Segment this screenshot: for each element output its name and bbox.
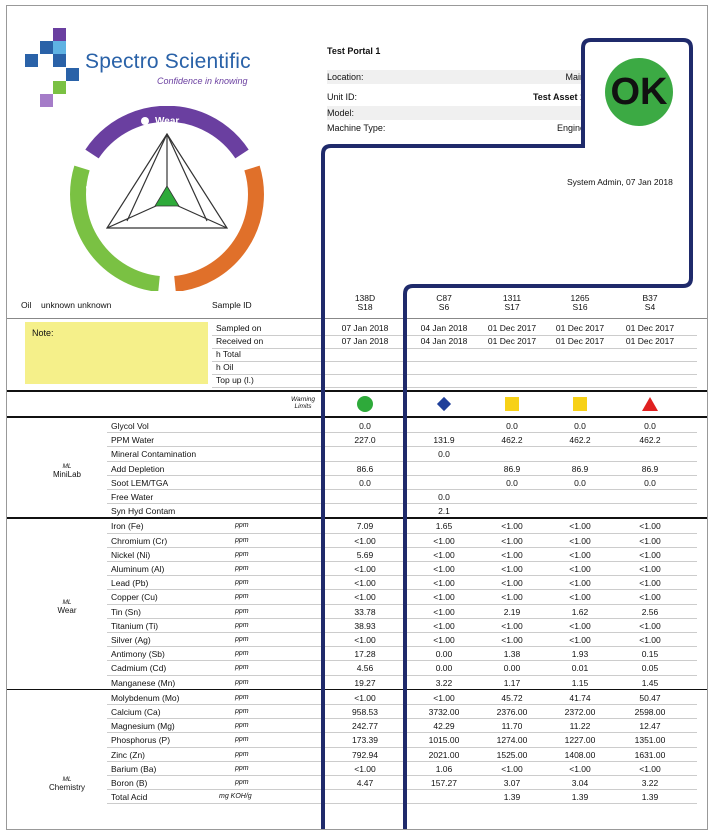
result-value: 0.01: [571, 663, 589, 674]
table-row: [7, 447, 707, 461]
result-value: 792.94: [352, 749, 378, 760]
result-value: 50.47: [639, 692, 661, 703]
analyte-label: Magnesium (Mg): [111, 721, 175, 732]
group-prefix: ML: [62, 776, 72, 784]
result-value: <1.00: [501, 592, 523, 603]
group-title: MiniLab: [52, 469, 81, 479]
result-value: <1.00: [501, 564, 523, 574]
result-value: 0.00: [435, 663, 453, 674]
analyte-label: Add Depletion: [111, 463, 165, 474]
table-row: [7, 548, 707, 562]
result-value: <1.00: [501, 578, 523, 589]
unit-label: mg KOH/g: [219, 793, 252, 801]
table-row: [7, 661, 707, 675]
analyte-label: Molybdenum (Mo): [111, 692, 180, 703]
result-value: <1.00: [639, 564, 661, 574]
result-value: 131.9: [433, 435, 455, 446]
table-row: [7, 605, 707, 619]
meta-label: Top up (l.): [216, 375, 254, 385]
meta-row: [7, 322, 707, 336]
result-value: 227.0: [354, 435, 376, 446]
table-row: [7, 433, 707, 447]
meta-value: 01 Dec 2017: [487, 336, 537, 346]
sample-column-header: [7, 293, 707, 315]
report-page: [6, 5, 708, 830]
result-value: 2021.00: [428, 749, 460, 760]
result-value: 1.15: [571, 677, 589, 688]
unit-label: ppm: [235, 522, 249, 530]
result-value: <1.00: [639, 549, 661, 560]
result-value: <1.00: [569, 635, 591, 645]
sample-id-bottom: S6: [438, 302, 450, 312]
sample-id-bottom: S18: [357, 302, 373, 312]
result-value: 45.72: [501, 692, 523, 703]
result-value: 0.0: [506, 477, 518, 488]
result-value: 1631.00: [634, 749, 666, 760]
result-value: 0.0: [359, 421, 371, 431]
sample-id-top: 138D: [354, 293, 376, 303]
result-value: <1.00: [569, 620, 591, 631]
result-value: <1.00: [354, 692, 376, 703]
status-circle-icon: [357, 396, 373, 412]
result-value: 0.15: [641, 649, 659, 660]
analyte-label: Zinc (Zn): [111, 749, 145, 760]
sample-id-bottom: S4: [644, 302, 656, 312]
location-value: Main: [565, 72, 585, 82]
meta-row: [7, 348, 707, 362]
result-value: 1.39: [571, 792, 589, 803]
result-value: 3.04: [571, 778, 589, 788]
result-value: <1.00: [639, 635, 661, 645]
status-square-icon: [505, 397, 519, 411]
analyte-label: Calcium (Ca): [111, 707, 161, 717]
meta-label: h Total: [216, 349, 241, 359]
result-value: 86.9: [571, 463, 589, 474]
result-value: 0.0: [438, 449, 450, 460]
sample-id-top: 1265: [570, 293, 590, 303]
table-row: [7, 647, 707, 661]
result-value: 7.09: [356, 521, 374, 532]
analyte-label: Mineral Contamination: [111, 449, 197, 460]
table-row: [7, 534, 707, 548]
note-label: Note:: [32, 328, 54, 338]
machine-label: Machine Type:: [327, 123, 386, 133]
unit-label: ppm: [235, 764, 249, 772]
result-value: 86.9: [641, 463, 659, 474]
portal-name: Test Portal 1: [327, 46, 381, 56]
table-row: [7, 691, 707, 705]
result-value: 157.27: [431, 778, 457, 788]
table-row: [7, 590, 707, 604]
result-value: 1274.00: [496, 735, 528, 746]
result-value: 0.0: [506, 421, 518, 431]
table-row: [7, 619, 707, 633]
meta-value: 07 Jan 2018: [341, 323, 389, 333]
meta-label: Sampled on: [216, 323, 262, 333]
result-value: 3.22: [435, 677, 453, 688]
analyte-label: PPM Water: [111, 435, 155, 446]
analyte-label: Total Acid: [111, 792, 148, 803]
result-value: 5.69: [356, 549, 374, 560]
result-value: <1.00: [433, 606, 455, 617]
result-value: 0.0: [359, 477, 371, 488]
unit-label: ppm: [235, 779, 249, 786]
group-name: [37, 774, 97, 792]
analyte-label: Cadmium (Cd): [111, 663, 167, 674]
table-row: [7, 790, 707, 804]
limits-label: Limits: [294, 403, 312, 410]
wheel-label-wear: Wear: [155, 116, 180, 127]
result-value: 0.0: [644, 477, 656, 488]
gear-icon: [141, 117, 149, 125]
analyte-label: Manganese (Mn): [111, 677, 176, 688]
brand-name: Spectro Scientific: [85, 50, 251, 73]
group-prefix: ML: [62, 462, 72, 470]
result-value: 33.78: [354, 606, 376, 617]
result-value: 1525.00: [496, 749, 528, 760]
result-value: 1.45: [641, 677, 659, 688]
result-value: 2.1: [438, 506, 450, 517]
analyte-label: Aluminum (Al): [111, 564, 165, 574]
result-value: 2.56: [641, 606, 659, 617]
result-value: <1.00: [433, 535, 455, 546]
status-badge: OK: [605, 58, 673, 126]
table-row: [7, 762, 707, 776]
result-value: 1.38: [503, 649, 521, 660]
analyte-label: Glycol Vol: [111, 421, 149, 431]
result-value: <1.00: [501, 549, 523, 560]
unit-label: ppm: [235, 664, 249, 672]
analyte-label: Boron (B): [111, 778, 148, 788]
result-value: 1.65: [435, 521, 453, 532]
result-value: <1.00: [433, 592, 455, 603]
result-value: 11.22: [569, 721, 591, 732]
result-value: <1.00: [354, 592, 376, 603]
result-value: 1227.00: [564, 735, 596, 746]
table-row: [7, 576, 707, 590]
sample-id-label: Sample ID: [212, 300, 252, 310]
result-value: <1.00: [569, 535, 591, 546]
result-value: <1.00: [501, 620, 523, 631]
result-value: 17.28: [354, 649, 376, 660]
oil-value: unknown unknown: [41, 300, 112, 310]
result-value: <1.00: [501, 635, 523, 645]
analyte-label: Free Water: [111, 492, 154, 502]
meta-value: 01 Dec 2017: [555, 336, 605, 346]
analyte-label: Syn Hyd Contam: [111, 506, 176, 517]
result-value: <1.00: [569, 763, 591, 774]
condition-wheel: [67, 106, 267, 291]
brand-tagline: Confidence in knowing: [157, 76, 248, 86]
unit-label: ppm: [235, 621, 249, 629]
result-value: 41.74: [569, 692, 591, 703]
result-value: <1.00: [569, 549, 591, 560]
unit-label: ppm: [235, 722, 249, 730]
analyte-label: Barium (Ba): [111, 763, 157, 774]
result-value: 42.29: [433, 721, 455, 732]
result-value: <1.00: [354, 578, 376, 589]
result-value: 1.62: [571, 606, 589, 617]
unit-label: ppm: [235, 693, 249, 701]
result-value: 462.2: [501, 435, 523, 446]
result-value: 1.93: [571, 649, 589, 660]
location-label: Location:: [327, 72, 364, 82]
result-value: <1.00: [354, 763, 376, 774]
group-title: Chemistry: [48, 783, 85, 793]
group-name: [37, 461, 97, 479]
result-value: 1.06: [435, 763, 453, 774]
unit-label: ppm: [235, 565, 249, 572]
analyte-label: Chromium (Cr): [111, 535, 168, 546]
analyte-label: Nickel (Ni): [111, 549, 151, 560]
sample-id-bottom: S16: [572, 302, 588, 312]
wheel-label-contamination: Contamination: [83, 182, 118, 237]
result-value: <1.00: [639, 620, 661, 631]
result-value: <1.00: [639, 535, 661, 546]
table-row: [7, 476, 707, 490]
result-value: 173.39: [352, 735, 378, 746]
meta-value: 01 Dec 2017: [555, 323, 605, 333]
meta-value: 04 Jan 2018: [420, 323, 468, 333]
result-value: 1015.00: [428, 735, 460, 746]
result-value: <1.00: [639, 592, 661, 603]
oil-label: Oil: [21, 300, 32, 310]
table-row: [7, 462, 707, 476]
result-value: <1.00: [433, 549, 455, 560]
signature: System Admin, 07 Jan 2018: [567, 177, 673, 187]
meta-value: 07 Jan 2018: [341, 336, 389, 346]
analyte-label: Iron (Fe): [111, 521, 144, 532]
analyte-label: Copper (Cu): [111, 592, 158, 603]
result-value: 0.05: [641, 663, 659, 674]
result-value: 0.0: [574, 477, 586, 488]
analyte-label: Phosphorus (P): [111, 735, 171, 746]
unit-label: ppm: [235, 636, 249, 643]
result-value: <1.00: [433, 578, 455, 589]
result-value: 4.47: [356, 778, 374, 788]
meta-value: 01 Dec 2017: [625, 336, 675, 346]
meta-row: [7, 335, 707, 349]
result-value: 462.2: [639, 435, 661, 446]
result-value: <1.00: [354, 635, 376, 645]
result-value: 242.77: [352, 721, 378, 732]
table-row: [7, 504, 707, 518]
unit-label: ppm: [235, 736, 249, 744]
unit-label: ppm: [235, 607, 249, 615]
result-value: <1.00: [639, 521, 661, 532]
result-value: 1.39: [641, 792, 659, 803]
unit-label: ppm: [235, 708, 249, 715]
result-value: <1.00: [433, 692, 455, 703]
sample-id-top: C87: [436, 293, 452, 303]
result-value: 1351.00: [634, 735, 666, 746]
group-prefix: ML: [62, 598, 72, 606]
table-row: [7, 562, 707, 576]
result-value: <1.00: [433, 620, 455, 631]
result-value: 2376.00: [496, 707, 528, 717]
result-value: <1.00: [639, 578, 661, 589]
machine-value: Engine: [556, 123, 585, 133]
meta-row: [7, 361, 707, 375]
table-row: [7, 419, 707, 433]
unit-label: ppm: [235, 678, 249, 686]
meta-label: h Oil: [216, 362, 234, 372]
result-value: <1.00: [354, 564, 376, 574]
unit-label: ppm: [235, 536, 249, 544]
result-value: 0.00: [503, 663, 521, 674]
result-value: 462.2: [569, 435, 591, 446]
sample-id-top: B37: [642, 293, 658, 303]
table-row: [7, 776, 707, 793]
table-row: [7, 748, 707, 762]
sample-id-bottom: S17: [504, 302, 520, 312]
meta-value: 04 Jan 2018: [420, 336, 468, 346]
table-row: [7, 633, 707, 647]
status-square-icon: [573, 397, 587, 411]
result-value: 19.27: [354, 677, 376, 688]
result-value: 958.53: [352, 707, 378, 717]
result-value: <1.00: [433, 635, 455, 645]
meta-label: Received on: [216, 336, 264, 346]
result-value: <1.00: [433, 564, 455, 574]
unit-value: Test Asset 1: [532, 92, 585, 102]
result-value: 3.22: [641, 778, 659, 788]
table-row: [7, 733, 707, 747]
result-value: 0.00: [435, 649, 453, 660]
unit-label: Unit ID:: [327, 92, 358, 102]
result-value: <1.00: [501, 535, 523, 546]
analyte-label: Titanium (Ti): [111, 620, 159, 631]
analyte-label: Antimony (Sb): [111, 649, 165, 660]
logo-mark: [25, 28, 81, 108]
result-value: 2598.00: [634, 707, 666, 717]
result-value: 0.0: [574, 421, 586, 431]
location-row: [327, 70, 585, 84]
result-value: 12.47: [639, 721, 661, 732]
result-value: 0.0: [438, 492, 450, 502]
unit-label: ppm: [235, 550, 249, 558]
table-row: [7, 676, 707, 690]
meta-value: 01 Dec 2017: [487, 323, 537, 333]
table-row: [7, 519, 707, 533]
result-value: <1.00: [569, 564, 591, 574]
result-value: 86.6: [356, 463, 374, 474]
result-value: 86.9: [503, 463, 521, 474]
model-row: [327, 106, 585, 120]
group-title: Wear: [57, 605, 77, 615]
result-value: <1.00: [501, 763, 523, 774]
unit-label: ppm: [235, 593, 249, 601]
result-value: <1.00: [639, 763, 661, 774]
analyte-label: Silver (Ag): [111, 635, 151, 645]
result-value: 2372.00: [564, 707, 596, 717]
result-value: <1.00: [569, 521, 591, 532]
result-value: 3732.00: [428, 707, 460, 717]
analyte-label: Lead (Pb): [111, 578, 149, 589]
status-triangle-icon: [642, 397, 658, 411]
result-value: 38.93: [354, 620, 376, 631]
table-row: [7, 490, 707, 504]
result-value: 3.07: [503, 778, 521, 788]
result-value: 1.39: [503, 792, 521, 803]
unit-label: ppm: [235, 750, 249, 758]
meta-value: 01 Dec 2017: [625, 323, 675, 333]
table-row: [7, 705, 707, 719]
result-value: 11.70: [501, 721, 523, 732]
result-value: 1408.00: [564, 749, 596, 760]
analyte-label: Soot LEM/TGA: [111, 477, 169, 488]
result-value: <1.00: [569, 578, 591, 589]
table-row: [7, 719, 707, 733]
group-name: [37, 597, 97, 615]
result-value: <1.00: [569, 592, 591, 603]
sample-id-top: 1311: [502, 293, 522, 303]
result-value: 0.0: [644, 421, 656, 431]
unit-label: ppm: [235, 579, 249, 587]
wheel-label-chemistry: Chemistry & Viscosity: [178, 196, 227, 275]
model-label: Model:: [327, 108, 355, 118]
result-value: 4.56: [356, 663, 374, 674]
unit-label: ppm: [235, 650, 249, 658]
analyte-label: Tin (Sn): [111, 606, 141, 617]
result-value: <1.00: [354, 535, 376, 546]
warning-label: Warning: [290, 396, 316, 403]
meta-row: [7, 374, 707, 388]
result-value: <1.00: [501, 521, 523, 532]
result-value: 1.17: [503, 677, 521, 688]
result-value: 2.19: [503, 606, 521, 617]
